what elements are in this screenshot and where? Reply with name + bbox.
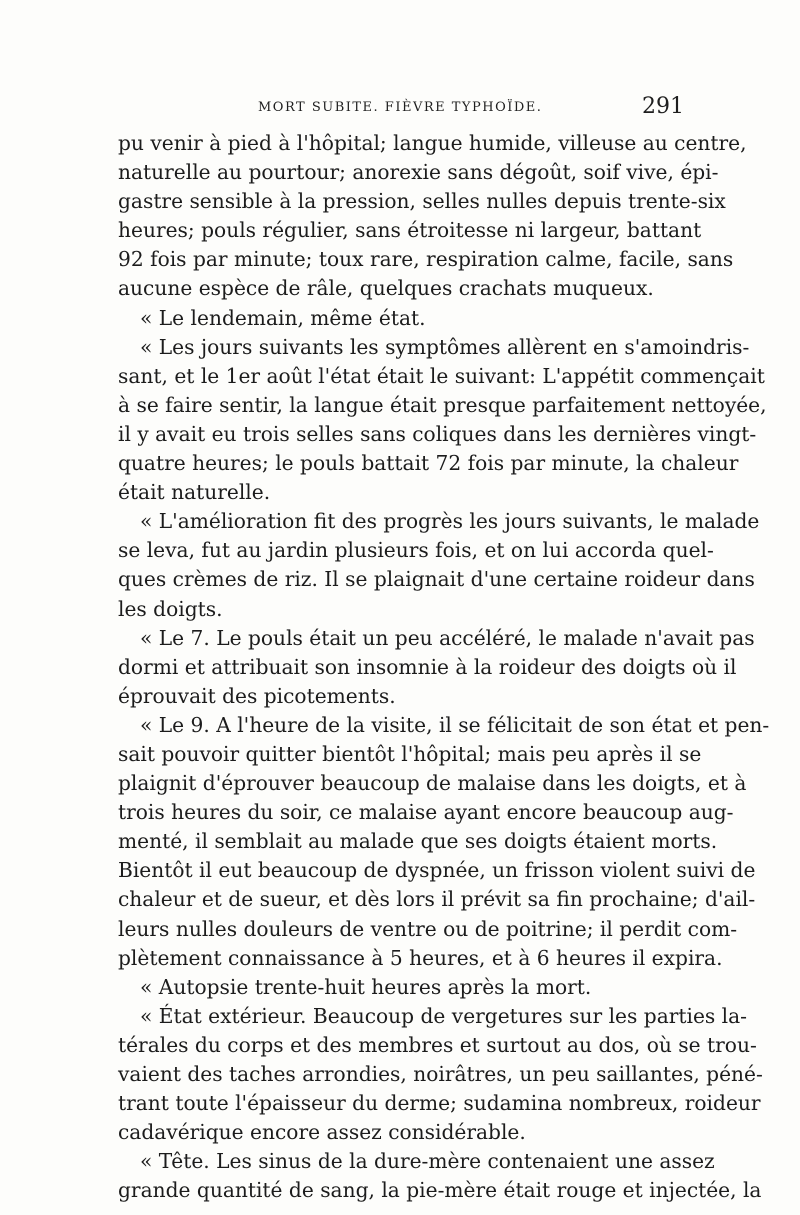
text-line: « Le lendemain, même état. [140,305,426,330]
text-line: plètement connaissance à 5 heures, et à 6 heures il expira. [118,945,723,970]
text-line: Bientôt il eut beaucoup de dyspnée, un frisson violent suivi de [118,858,756,883]
text-line: ques crèmes de riz. Il se plaignait d'une certaine roideur dans [118,567,755,592]
text-line: « Les jours suivants les symptômes allèrent en s'amoindris- [140,334,750,359]
page-number: 291 [642,94,684,119]
text-line: « Tête. Les sinus de la dure-mère contenaient une assez [140,1149,715,1174]
text-line: éprouvait des picotements. [118,683,396,708]
text-line: « Le 7. Le pouls était un peu accéléré, le malade n'avait pas [140,625,755,650]
text-line: aucune espèce de râle, quelques crachats muqueux. [118,276,654,301]
text-line: « Autopsie trente-huit heures après la mort. [140,974,592,999]
body-text [118,129,770,1205]
text-line: vaient des taches arrondies, noirâtres, un peu saillantes, péné- [118,1062,763,1086]
text-line: trant toute l'épaisseur du derme; sudamina nombreux, roideur [118,1091,761,1116]
running-head-title: MORT SUBITE. FIÈVRE TYPHOÏDE. [258,100,543,115]
text-line: il y avait eu trois selles sans coliques dans les dernières vingt- [118,421,757,446]
text-line: grande quantité de sang, la pie-mère était rouge et injectée, la [118,1178,762,1203]
text-line: plaignit d'éprouver beaucoup de malaise dans les doigts, et à [118,771,747,796]
text-line: les doigts. [118,596,223,621]
text-line: à se faire sentir, la langue était presque parfaitement nettoyée, [118,392,767,417]
text-line: sant, et le 1er août l'état était le suivant: L'appétit commençait [118,363,765,388]
text-line: chaleur et de sueur, et dès lors il prévit sa fin prochaine; d'ail- [118,887,756,912]
text-line: se leva, fut au jardin plusieurs fois, et on lui accorda quel- [118,538,714,563]
text-line: térales du corps et des membres et surtout au dos, où se trou- [118,1032,757,1057]
text-line: menté, il semblait au malade que ses doigts étaient morts. [118,829,718,854]
text-line: trois heures du soir, ce malaise ayant encore beaucoup aug- [118,800,734,825]
text-line: 92 fois par minute; toux rare, respiration calme, facile, sans [118,247,734,272]
text-line: naturelle au pourtour; anorexie sans dégoût, soif vive, épi- [118,160,719,185]
text-line: cadavérique encore assez considérable. [118,1120,526,1145]
text-line: heures; pouls régulier, sans étroitesse ni largeur, battant [118,218,702,243]
text-line: gastre sensible à la pression, selles nulles depuis trente-six [118,189,726,214]
text-line: quatre heures; le pouls battait 72 fois par minute, la chaleur [118,451,739,476]
running-head [118,96,684,124]
text-line: était naturelle. [118,480,271,505]
text-line: « L'amélioration fit des progrès les jours suivants, le malade [140,509,760,534]
text-line: « État extérieur. Beaucoup de vergetures sur les parties la- [140,1003,747,1028]
text-line: leurs nulles douleurs de ventre ou de poitrine; il perdit com- [118,916,738,941]
text-line: sait pouvoir quitter bientôt l'hôpital; mais peu après il se [118,741,702,766]
text-line: dormi et attribuait son insomnie à la roideur des doigts où il [118,654,737,679]
text-line: pu venir à pied à l'hôpital; langue humide, villeuse au centre, [118,131,747,155]
text-line: « Le 9. A l'heure de la visite, il se félicitait de son état et pen- [140,712,770,737]
